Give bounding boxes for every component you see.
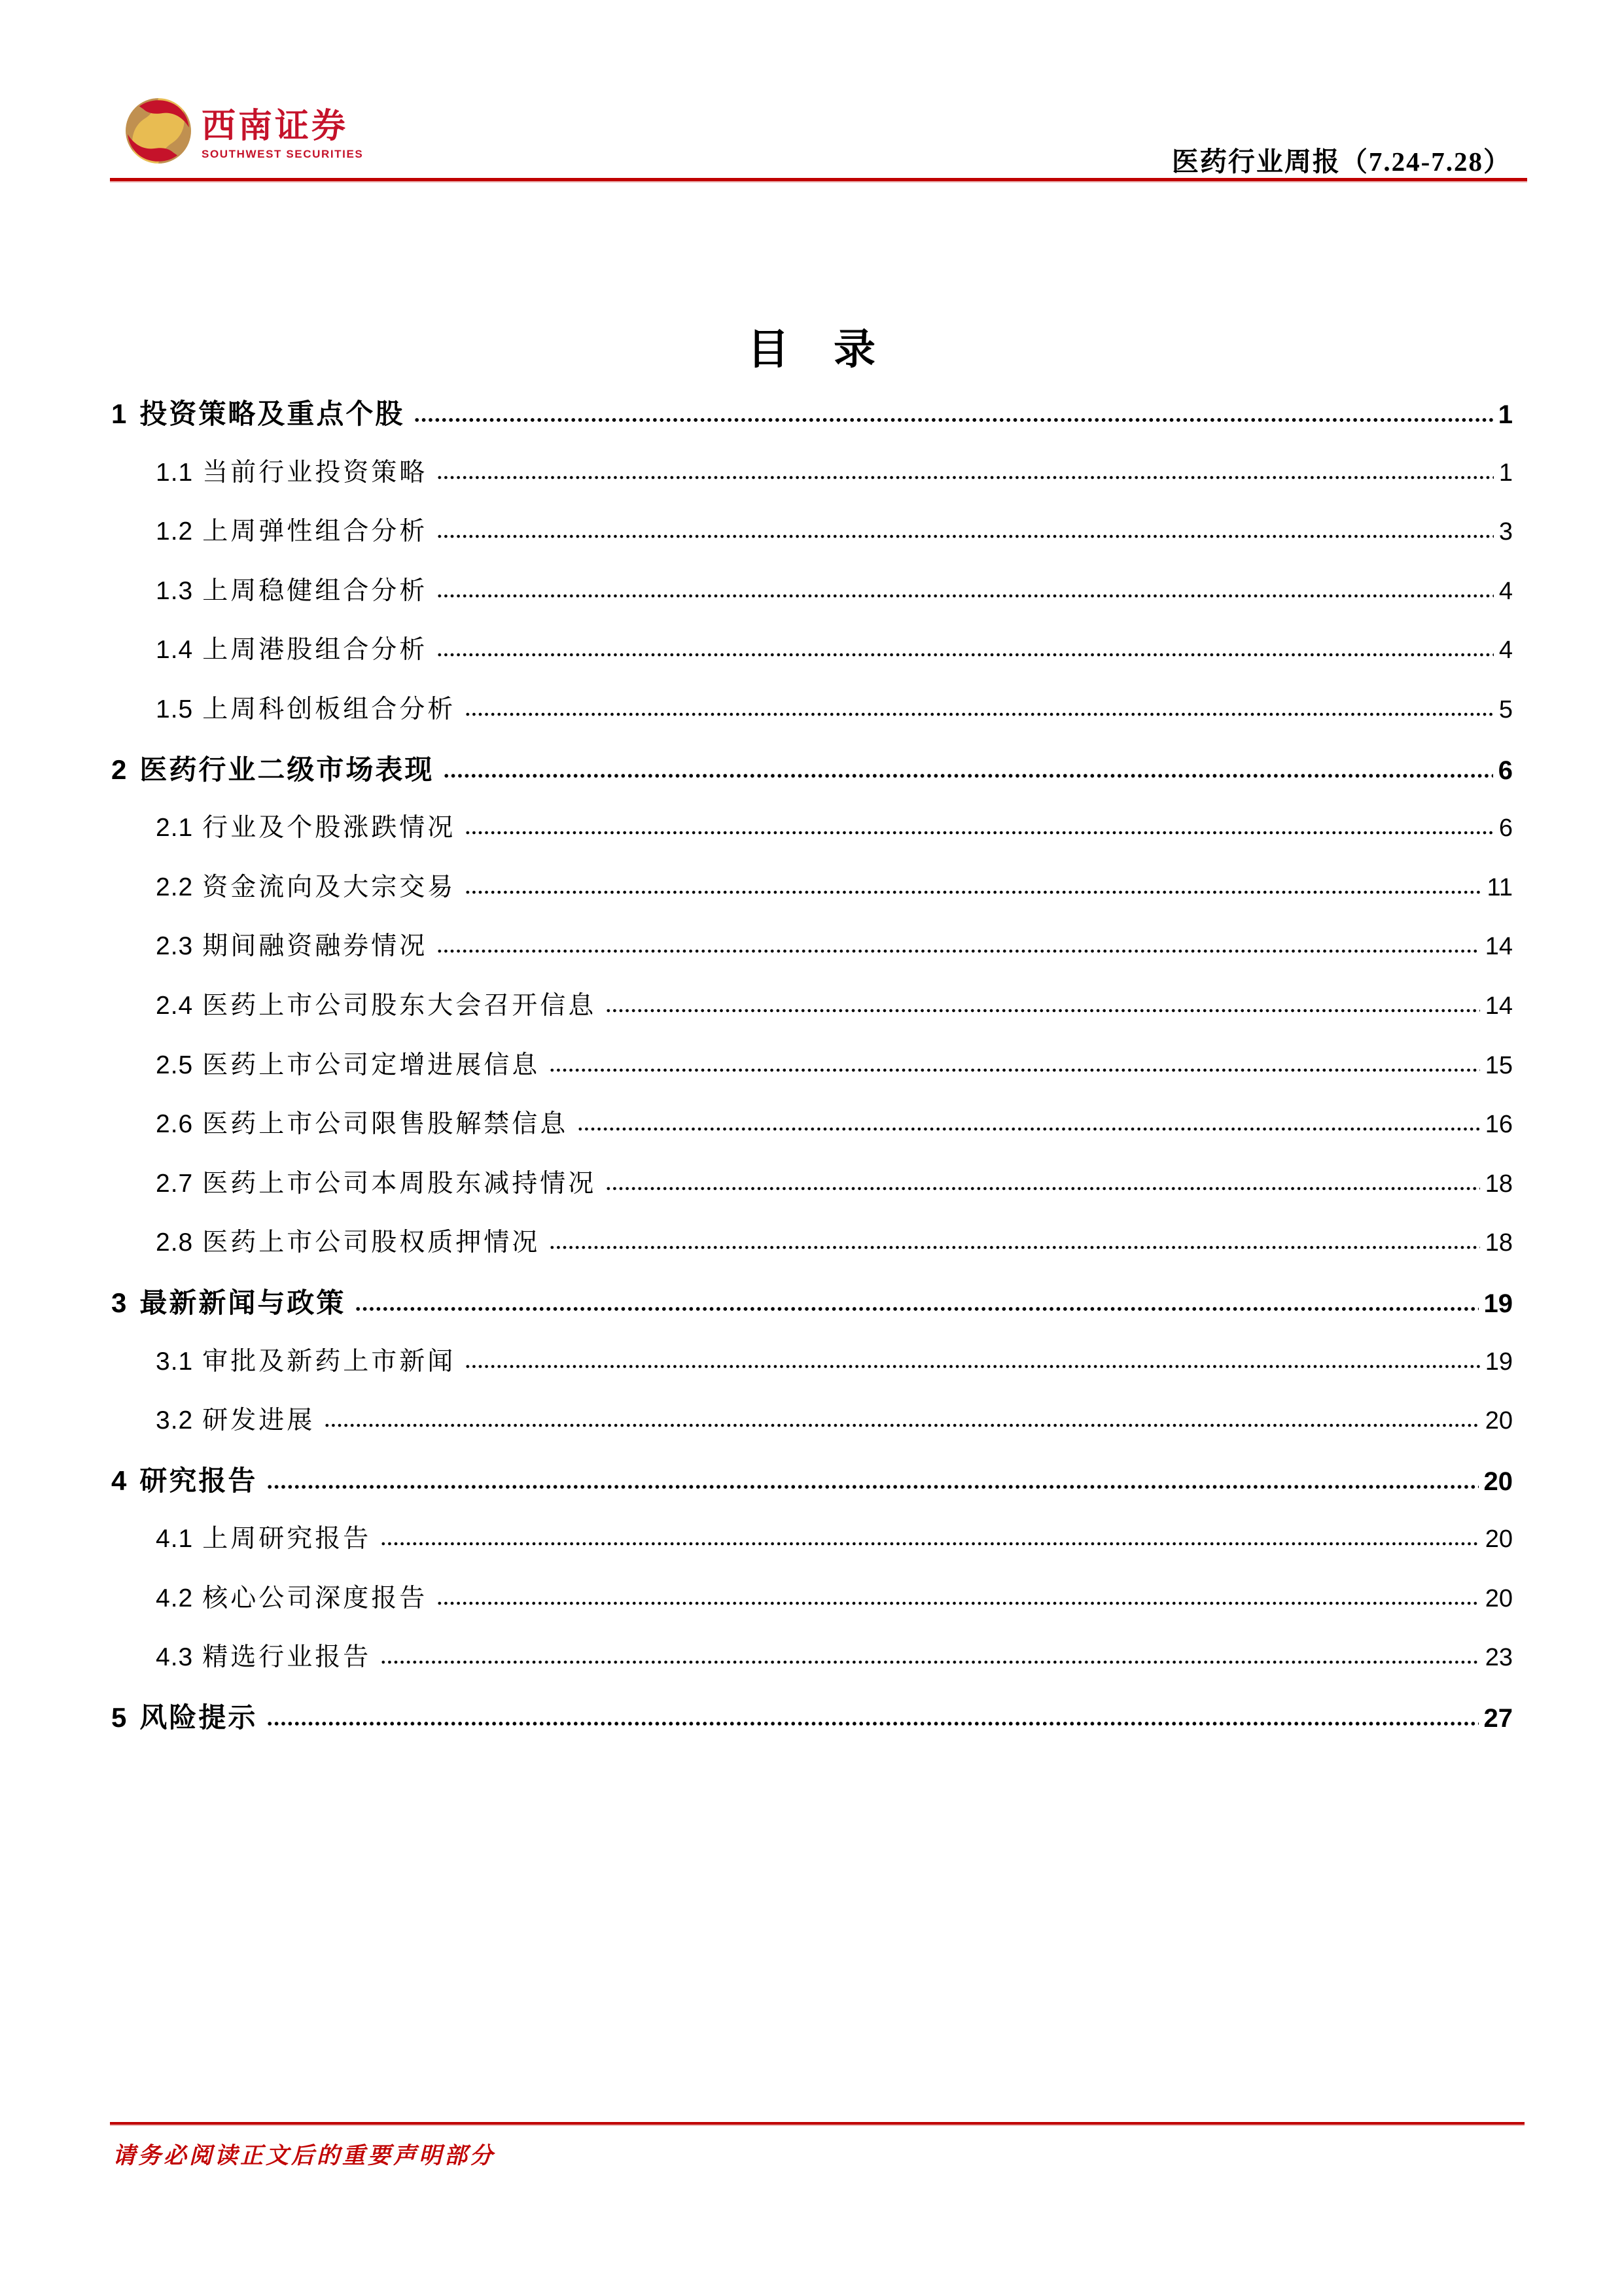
toc-entry[interactable] — [111, 1680, 1513, 1740]
toc-entry-label: 医药上市公司定增进展信息 — [202, 1051, 540, 1079]
toc-entry-page: 27 — [1483, 1704, 1513, 1733]
toc-dot-leader — [355, 1306, 1478, 1312]
toc-entry-page: 16 — [1485, 1111, 1513, 1139]
toc-entry-page: 6 — [1498, 814, 1513, 843]
toc-entry-page: 1 — [1498, 400, 1513, 429]
toc-dot-leader — [380, 1659, 1479, 1665]
toc-entry[interactable] — [111, 436, 1513, 496]
toc-entry-page: 11 — [1487, 873, 1513, 901]
toc-entry-label: 风险提示 — [139, 1703, 258, 1734]
toc-entry[interactable] — [111, 791, 1513, 851]
toc-dot-leader — [465, 889, 1481, 896]
toc-entry-number: 2.3 — [156, 932, 194, 961]
header-divider — [110, 178, 1527, 183]
toc-dot-leader — [436, 533, 1494, 540]
toc-dot-leader — [266, 1484, 1478, 1490]
logo-globe-icon — [124, 97, 192, 165]
toc-entry-page: 18 — [1485, 1229, 1513, 1257]
toc-entry-number: 1 — [111, 398, 127, 429]
toc-entry[interactable] — [111, 851, 1513, 911]
toc-entry-page: 20 — [1485, 1584, 1513, 1612]
toc-entry[interactable] — [111, 1088, 1513, 1147]
toc-entry-label: 上周港股组合分析 — [202, 636, 428, 665]
toc-entry[interactable] — [111, 377, 1513, 436]
toc-entry[interactable] — [111, 614, 1513, 673]
toc-entry-number: 2.5 — [156, 1051, 194, 1079]
toc-dot-leader — [436, 474, 1494, 481]
toc-entry-label: 医药上市公司股东大会召开信息 — [202, 991, 597, 1020]
toc-entry-number: 2.1 — [156, 814, 194, 843]
toc-dot-leader — [549, 1067, 1479, 1073]
toc-entry-page: 20 — [1485, 1525, 1513, 1554]
toc-entry[interactable] — [111, 495, 1513, 555]
toc-entry-page: 14 — [1485, 933, 1513, 961]
toc-dot-leader — [577, 1126, 1479, 1132]
toc-entry-label: 行业及个股涨跌情况 — [202, 814, 456, 843]
toc-entry-page: 1 — [1498, 459, 1513, 487]
toc-dot-leader — [436, 593, 1494, 599]
toc-entry-number: 2.8 — [156, 1228, 194, 1257]
toc-entry-page: 19 — [1483, 1289, 1513, 1318]
toc-dot-leader — [436, 1600, 1479, 1607]
toc-dot-leader — [465, 1363, 1479, 1370]
toc-entry-number: 4.2 — [156, 1584, 194, 1612]
toc-entry[interactable] — [111, 1444, 1513, 1503]
toc-entry[interactable] — [111, 1621, 1513, 1680]
toc-entry[interactable] — [111, 910, 1513, 969]
toc-entry-label: 研究报告 — [139, 1466, 258, 1497]
toc-title: 目 录 — [747, 326, 877, 373]
toc-entry-label: 当前行业投资策略 — [202, 458, 428, 487]
toc-entry-label: 上周科创板组合分析 — [202, 695, 456, 723]
footer-divider — [110, 2122, 1525, 2126]
toc-entry-page: 4 — [1498, 636, 1513, 665]
toc-dot-leader — [549, 1244, 1479, 1251]
toc-entry[interactable] — [111, 1503, 1513, 1562]
toc-entry[interactable] — [111, 1325, 1513, 1385]
toc-entry-label: 研发进展 — [202, 1406, 315, 1435]
toc-entry-label: 上周稳健组合分析 — [202, 576, 428, 605]
brand-name-en: SOUTHWEST SECURITIES — [202, 148, 364, 160]
toc-entry[interactable] — [111, 969, 1513, 1029]
toc-entry-number: 1.5 — [156, 695, 194, 723]
toc-entry[interactable] — [111, 1029, 1513, 1088]
toc-entry-page: 23 — [1485, 1644, 1513, 1672]
toc-entry-page: 19 — [1485, 1348, 1513, 1376]
toc-entry-number: 3 — [111, 1287, 127, 1318]
toc-entry-number: 1.2 — [156, 517, 194, 546]
toc-dot-leader — [380, 1540, 1479, 1547]
report-title: 医药行业周报（7.24-7.28） — [1171, 147, 1511, 177]
toc-entry-number: 1.4 — [156, 636, 194, 665]
toc-entry-page: 6 — [1498, 756, 1513, 785]
toc-entry-label: 医药上市公司股权质押情况 — [202, 1228, 540, 1257]
toc-entry-label: 资金流向及大宗交易 — [202, 873, 456, 901]
toc-dot-leader — [605, 1185, 1479, 1192]
toc — [111, 377, 1513, 1740]
toc-entry[interactable] — [111, 1266, 1513, 1325]
toc-entry-number: 4.3 — [156, 1643, 194, 1672]
toc-entry-number: 2.6 — [156, 1110, 194, 1139]
toc-entry-number: 1.1 — [156, 458, 194, 487]
toc-entry-label: 医药行业二级市场表现 — [139, 755, 434, 786]
footer-disclaimer: 请务必阅读正文后的重要声明部分 — [113, 2143, 496, 2168]
toc-entry[interactable] — [111, 1206, 1513, 1266]
toc-entry-page: 15 — [1485, 1051, 1513, 1079]
toc-entry-page: 3 — [1498, 518, 1513, 546]
toc-entry-label: 投资策略及重点个股 — [139, 400, 405, 430]
toc-entry-label: 最新新闻与政策 — [139, 1288, 346, 1319]
toc-entry[interactable] — [111, 555, 1513, 614]
toc-entry-number: 2.7 — [156, 1169, 194, 1198]
toc-entry-page: 18 — [1485, 1170, 1513, 1198]
toc-entry-label: 审批及新药上市新闻 — [202, 1347, 456, 1376]
toc-dot-leader — [443, 773, 1492, 779]
toc-dot-leader — [465, 829, 1494, 836]
toc-dot-leader — [465, 711, 1494, 718]
toc-entry[interactable] — [111, 1147, 1513, 1207]
toc-entry-label: 精选行业报告 — [202, 1643, 372, 1672]
brand-text — [202, 97, 363, 161]
toc-entry-label: 核心公司深度报告 — [202, 1584, 428, 1612]
brand-logo — [124, 97, 363, 165]
toc-entry-number: 4.1 — [156, 1525, 194, 1554]
toc-dot-leader — [436, 652, 1494, 658]
toc-entry-number: 2.4 — [156, 991, 194, 1020]
toc-entry-number: 4 — [111, 1465, 127, 1496]
brand-name-cn: 西南证券 — [202, 108, 349, 145]
toc-entry-page: 20 — [1485, 1407, 1513, 1435]
toc-entry-label: 医药上市公司限售股解禁信息 — [202, 1110, 569, 1139]
toc-entry[interactable] — [111, 733, 1513, 792]
toc-entry-label: 医药上市公司本周股东减持情况 — [202, 1169, 597, 1198]
toc-entry-label: 期间融资融券情况 — [202, 932, 428, 961]
toc-dot-leader — [414, 417, 1492, 423]
toc-entry-page: 20 — [1483, 1467, 1513, 1496]
toc-entry[interactable] — [111, 1384, 1513, 1444]
toc-entry-label: 上周弹性组合分析 — [202, 517, 428, 546]
toc-entry-page: 5 — [1498, 695, 1513, 723]
toc-dot-leader — [266, 1720, 1478, 1727]
toc-entry-page: 14 — [1485, 992, 1513, 1020]
toc-entry-number: 1.3 — [156, 576, 194, 605]
toc-dot-leader — [324, 1422, 1479, 1429]
toc-entry[interactable] — [111, 673, 1513, 733]
toc-entry[interactable] — [111, 1562, 1513, 1622]
toc-entry-label: 上周研究报告 — [202, 1525, 372, 1554]
toc-dot-leader — [605, 1007, 1479, 1014]
toc-dot-leader — [436, 948, 1479, 954]
toc-entry-number: 5 — [111, 1702, 127, 1733]
toc-entry-number: 2.2 — [156, 873, 194, 901]
toc-entry-number: 2 — [111, 754, 127, 785]
toc-entry-number: 3.1 — [156, 1347, 194, 1376]
toc-entry-page: 4 — [1498, 577, 1513, 605]
toc-entry-number: 3.2 — [156, 1406, 194, 1435]
